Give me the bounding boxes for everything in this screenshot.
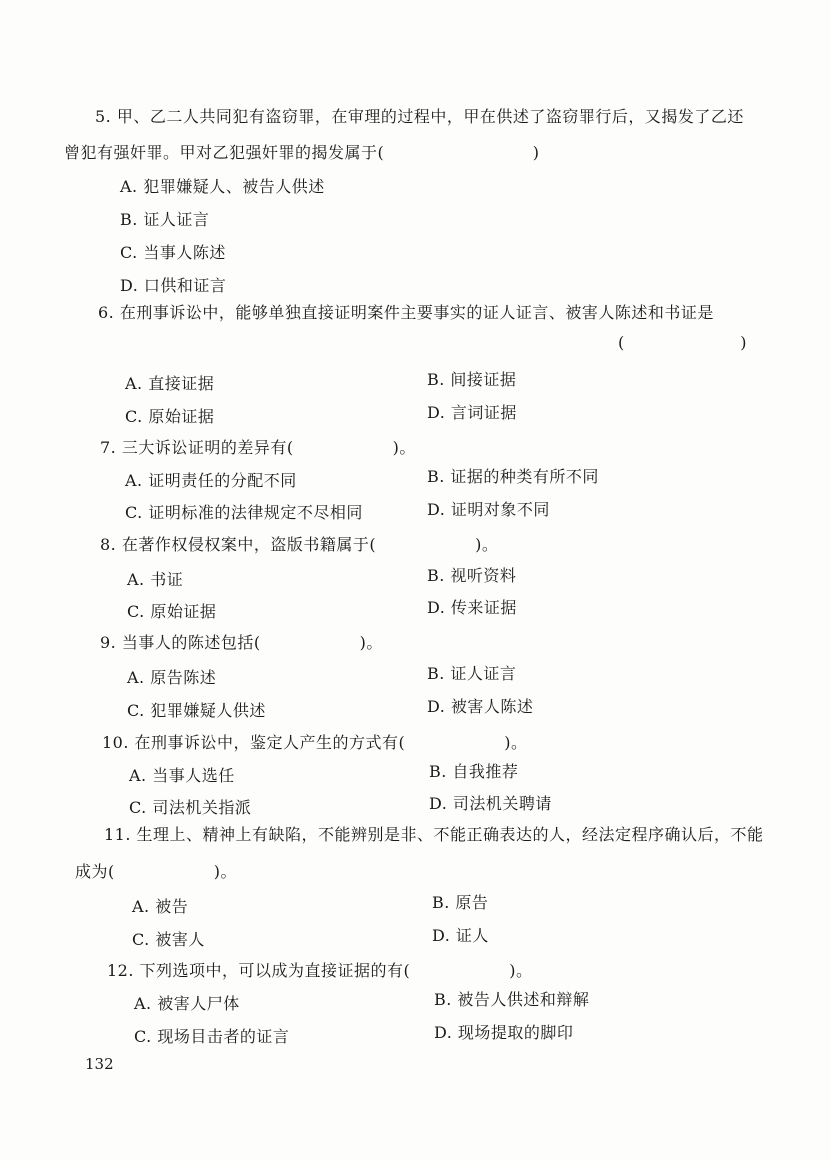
- page-number: 132: [85, 1055, 114, 1073]
- question-11-stem-line1: 11. 生理上、精神上有缺陷，不能辨别是非、不能正确表达的人，经法定程序确认后，不能: [104, 825, 764, 844]
- question-12-option-a: A. 被害人尸体: [134, 994, 240, 1013]
- question-7-option-d: D. 证明对象不同: [427, 500, 550, 519]
- question-6-stem-line1: 6. 在刑事诉讼中，能够单独直接证明案件主要事实的证人证言、被害人陈述和书证是: [98, 303, 714, 322]
- question-10-option-b: B. 自我推荐: [429, 762, 519, 781]
- question-6-stem-line2: ( ): [618, 333, 747, 352]
- question-7-option-c: C. 证明标准的法律规定不尽相同: [125, 503, 363, 522]
- question-11-stem-line2: 成为( )。: [75, 862, 237, 881]
- question-9-option-c: C. 犯罪嫌疑人供述: [127, 701, 266, 720]
- question-11-option-c: C. 被害人: [132, 930, 205, 949]
- question-8-option-d: D. 传来证据: [427, 598, 517, 617]
- question-10-option-d: D. 司法机关聘请: [429, 794, 552, 813]
- question-11-option-a: A. 被告: [132, 897, 189, 916]
- question-5-stem-line2: 曾犯有强奸罪。甲对乙犯强奸罪的揭发属于( ): [64, 143, 540, 162]
- question-8-option-c: C. 原始证据: [127, 602, 217, 621]
- question-8-option-a: A. 书证: [127, 570, 184, 589]
- question-6-option-c: C. 原始证据: [125, 407, 215, 426]
- question-12-stem: 12. 下列选项中，可以成为直接证据的有( )。: [107, 961, 533, 980]
- question-5-stem-line1: 5. 甲、乙二人共同犯有盗窃罪，在审理的过程中，甲在供述了盗窃罪行后，又揭发了乙还: [95, 107, 744, 126]
- question-12-option-d: D. 现场提取的脚印: [434, 1023, 574, 1042]
- question-8-option-b: B. 视听资料: [427, 566, 517, 585]
- question-6-option-b: B. 间接证据: [427, 370, 517, 389]
- question-5-option-a: A. 犯罪嫌疑人、被告人供述: [120, 177, 325, 196]
- question-11-option-b: B. 原告: [432, 893, 489, 912]
- question-6-option-d: D. 言词证据: [427, 403, 517, 422]
- question-9-option-b: B. 证人证言: [427, 664, 517, 683]
- question-5-option-c: C. 当事人陈述: [120, 243, 226, 262]
- question-10-option-a: A. 当事人选任: [129, 766, 235, 785]
- question-10-stem: 10. 在刑事诉讼中，鉴定人产生的方式有( )。: [102, 733, 528, 752]
- question-7-option-b: B. 证据的种类有所不同: [427, 467, 599, 486]
- question-9-option-d: D. 被害人陈述: [427, 697, 534, 716]
- question-12-option-b: B. 被告人供述和辩解: [434, 990, 590, 1009]
- question-10-option-c: C. 司法机关指派: [129, 798, 252, 817]
- question-8-stem: 8. 在著作权侵权案中，盗版书籍属于( )。: [100, 535, 499, 554]
- question-11-option-d: D. 证人: [432, 926, 489, 945]
- question-9-stem: 9. 当事人的陈述包括( )。: [100, 633, 383, 652]
- question-9-option-a: A. 原告陈述: [127, 668, 217, 687]
- question-5-option-b: B. 证人证言: [120, 210, 210, 229]
- question-7-stem: 7. 三大诉讼证明的差异有( )。: [100, 438, 416, 457]
- question-7-option-a: A. 证明责任的分配不同: [125, 471, 297, 490]
- question-12-option-c: C. 现场目击者的证言: [134, 1027, 290, 1046]
- question-5-option-d: D. 口供和证言: [120, 276, 227, 295]
- question-6-option-a: A. 直接证据: [125, 374, 215, 393]
